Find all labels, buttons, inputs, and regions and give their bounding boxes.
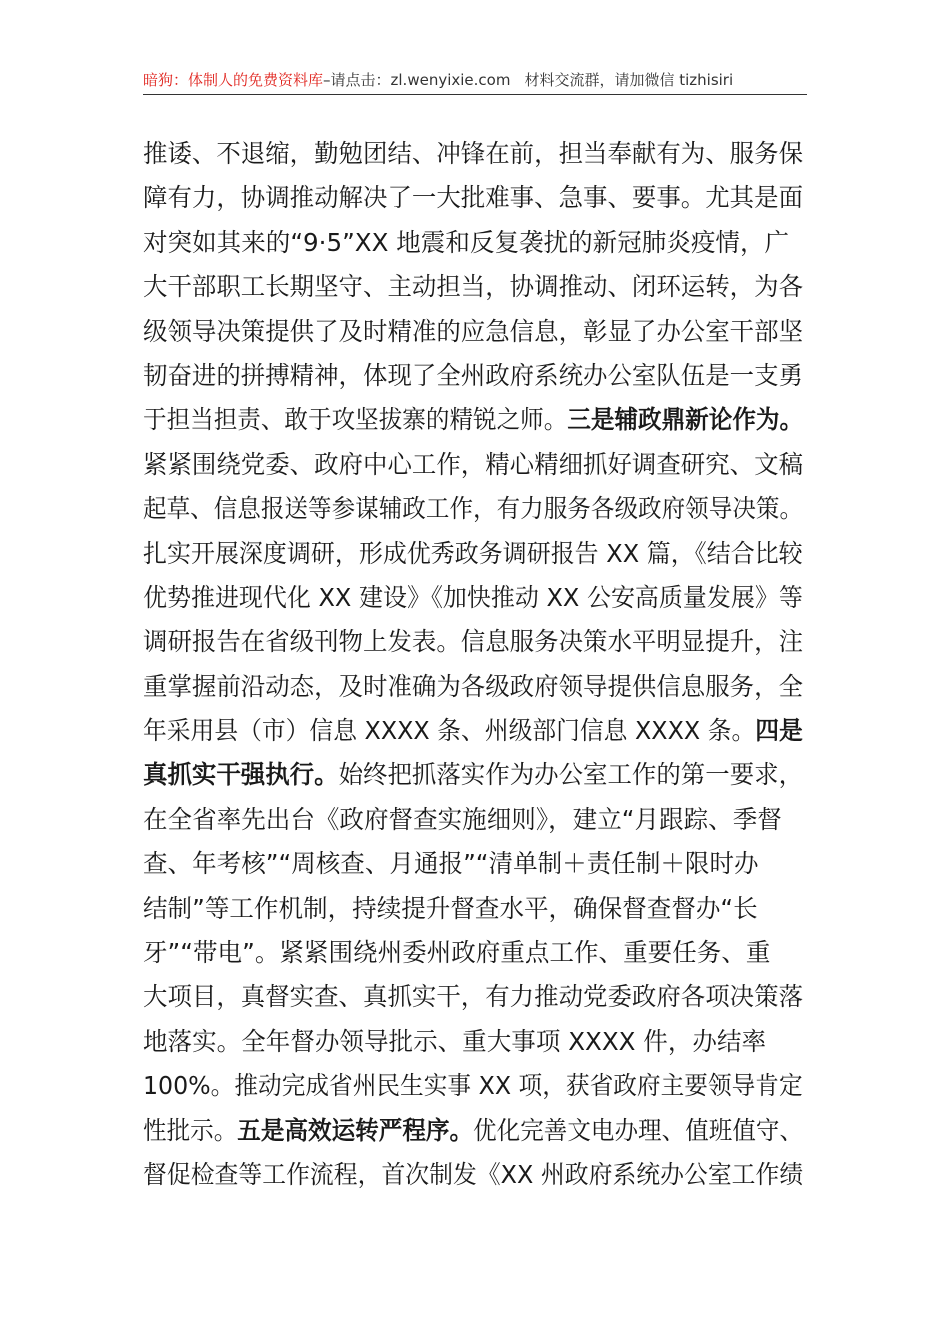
text-segment: 韧奋进的拼搏精神，体现了全州政府系统办公室队伍是一支勇 (143, 360, 804, 390)
text-line (143, 1153, 804, 1197)
text-line (143, 354, 804, 398)
text-segment: 调研报告在省级刊物上发表。信息服务决策水平明显提升，注 (143, 627, 804, 657)
text-segment: 督促检查等工作流程，首次制发《XX 州政府系统办公室工作绩 (143, 1159, 804, 1189)
text-line (143, 1064, 803, 1108)
text-line (143, 709, 803, 753)
text-segment: 地落实。全年督办领导批示、重大事项 XXXX 件，办结率 (143, 1026, 767, 1056)
text-segment: 扎实开展深度调研，形成优秀政务调研报告 XX 篇，《结合比较 (143, 538, 803, 568)
bold-heading-segment: 五是高效运转严程序。 (237, 1115, 474, 1145)
text-line (143, 753, 804, 797)
header-click-prompt[interactable]: –请点击：zl.wenyixie.com (323, 71, 511, 89)
bold-heading-segment: 三是辅政鼎新论作为。 (567, 405, 804, 435)
text-segment: 起草、信息报送等参谋辅政工作，有力服务各级政府领导决策。 (143, 494, 804, 524)
text-segment: 性批示。 (143, 1115, 238, 1145)
text-line (143, 1109, 804, 1153)
bold-heading-segment: 四是 (755, 716, 803, 746)
text-segment: 查、年考核”“周核查、月通报”“清单制＋责任制＋限时办 (143, 849, 759, 879)
text-segment: 对突如其来的“9·5”XX 地震和反复袭扰的新冠肺炎疫情，广 (143, 227, 790, 257)
text-line (143, 532, 803, 576)
text-line (143, 620, 804, 664)
text-line (143, 975, 804, 1019)
text-segment: 年采用县（市）信息 XXXX 条、州级部门信息 XXXX 条。 (143, 716, 756, 746)
text-segment: 100%。推动完成省州民生实事 XX 项，获省政府主要领导肯定 (143, 1071, 803, 1101)
text-line (143, 443, 804, 487)
text-line (143, 931, 803, 975)
text-line (143, 665, 804, 709)
text-line (143, 842, 803, 886)
text-segment: 重掌握前沿动态，及时准确为各级政府领导提供信息服务，全 (143, 671, 804, 701)
text-line (143, 487, 804, 531)
text-segment: 大干部职工长期坚守、主动担当，协调推动、闭环运转，为各 (143, 272, 804, 302)
text-segment: 在全省率先出台《政府督查实施细则》，建立“月跟踪、季督 (143, 804, 782, 834)
bold-heading-segment: 真抓实干强执行。 (143, 760, 339, 790)
text-segment: 始终把抓落实作为办公室工作的第一要求， (338, 760, 804, 790)
header-site-name: 暗狗：体制人的免费资料库 (143, 71, 324, 89)
text-segment: 紧紧围绕党委、政府中心工作，精心精细抓好调查研究、文稿 (143, 449, 804, 479)
text-line (143, 1020, 803, 1064)
text-segment: 于担当担责、敢于攻坚拔寨的精锐之师。 (143, 405, 568, 435)
text-line (143, 887, 803, 931)
text-segment: 牙”“带电”。紧紧围绕州委州政府重点工作、重要任务、重 (143, 938, 771, 968)
text-line (143, 221, 803, 265)
text-line (143, 798, 803, 842)
text-line (143, 265, 804, 309)
text-segment: 优势推进现代化 XX 建设》《加快推动 XX 公安高质量发展》等 (143, 582, 803, 612)
text-segment: 障有力，协调推动解决了一大批难事、急事、要事。尤其是面 (143, 183, 804, 213)
text-line (143, 576, 803, 620)
text-segment: 优化完善文电办理、值班值守、 (473, 1115, 804, 1145)
text-segment: 结制”等工作机制，持续提升督查水平，确保督查督办“长 (143, 893, 758, 923)
text-line (143, 132, 804, 176)
text-line (143, 398, 804, 442)
document-body (143, 132, 815, 1197)
text-line (143, 310, 804, 354)
text-line (143, 176, 804, 220)
header-wechat-note: 材料交流群，请加微信 tizhisiri (524, 71, 734, 89)
page-header (143, 66, 807, 95)
text-segment: 推诿、不退缩，勤勉团结、冲锋在前，担当奉献有为、服务保 (143, 139, 804, 168)
text-segment: 级领导决策提供了及时精准的应急信息，彰显了办公室干部坚 (143, 316, 804, 346)
text-segment: 大项目，真督实查、真抓实干，有力推动党委政府各项决策落 (143, 982, 804, 1012)
